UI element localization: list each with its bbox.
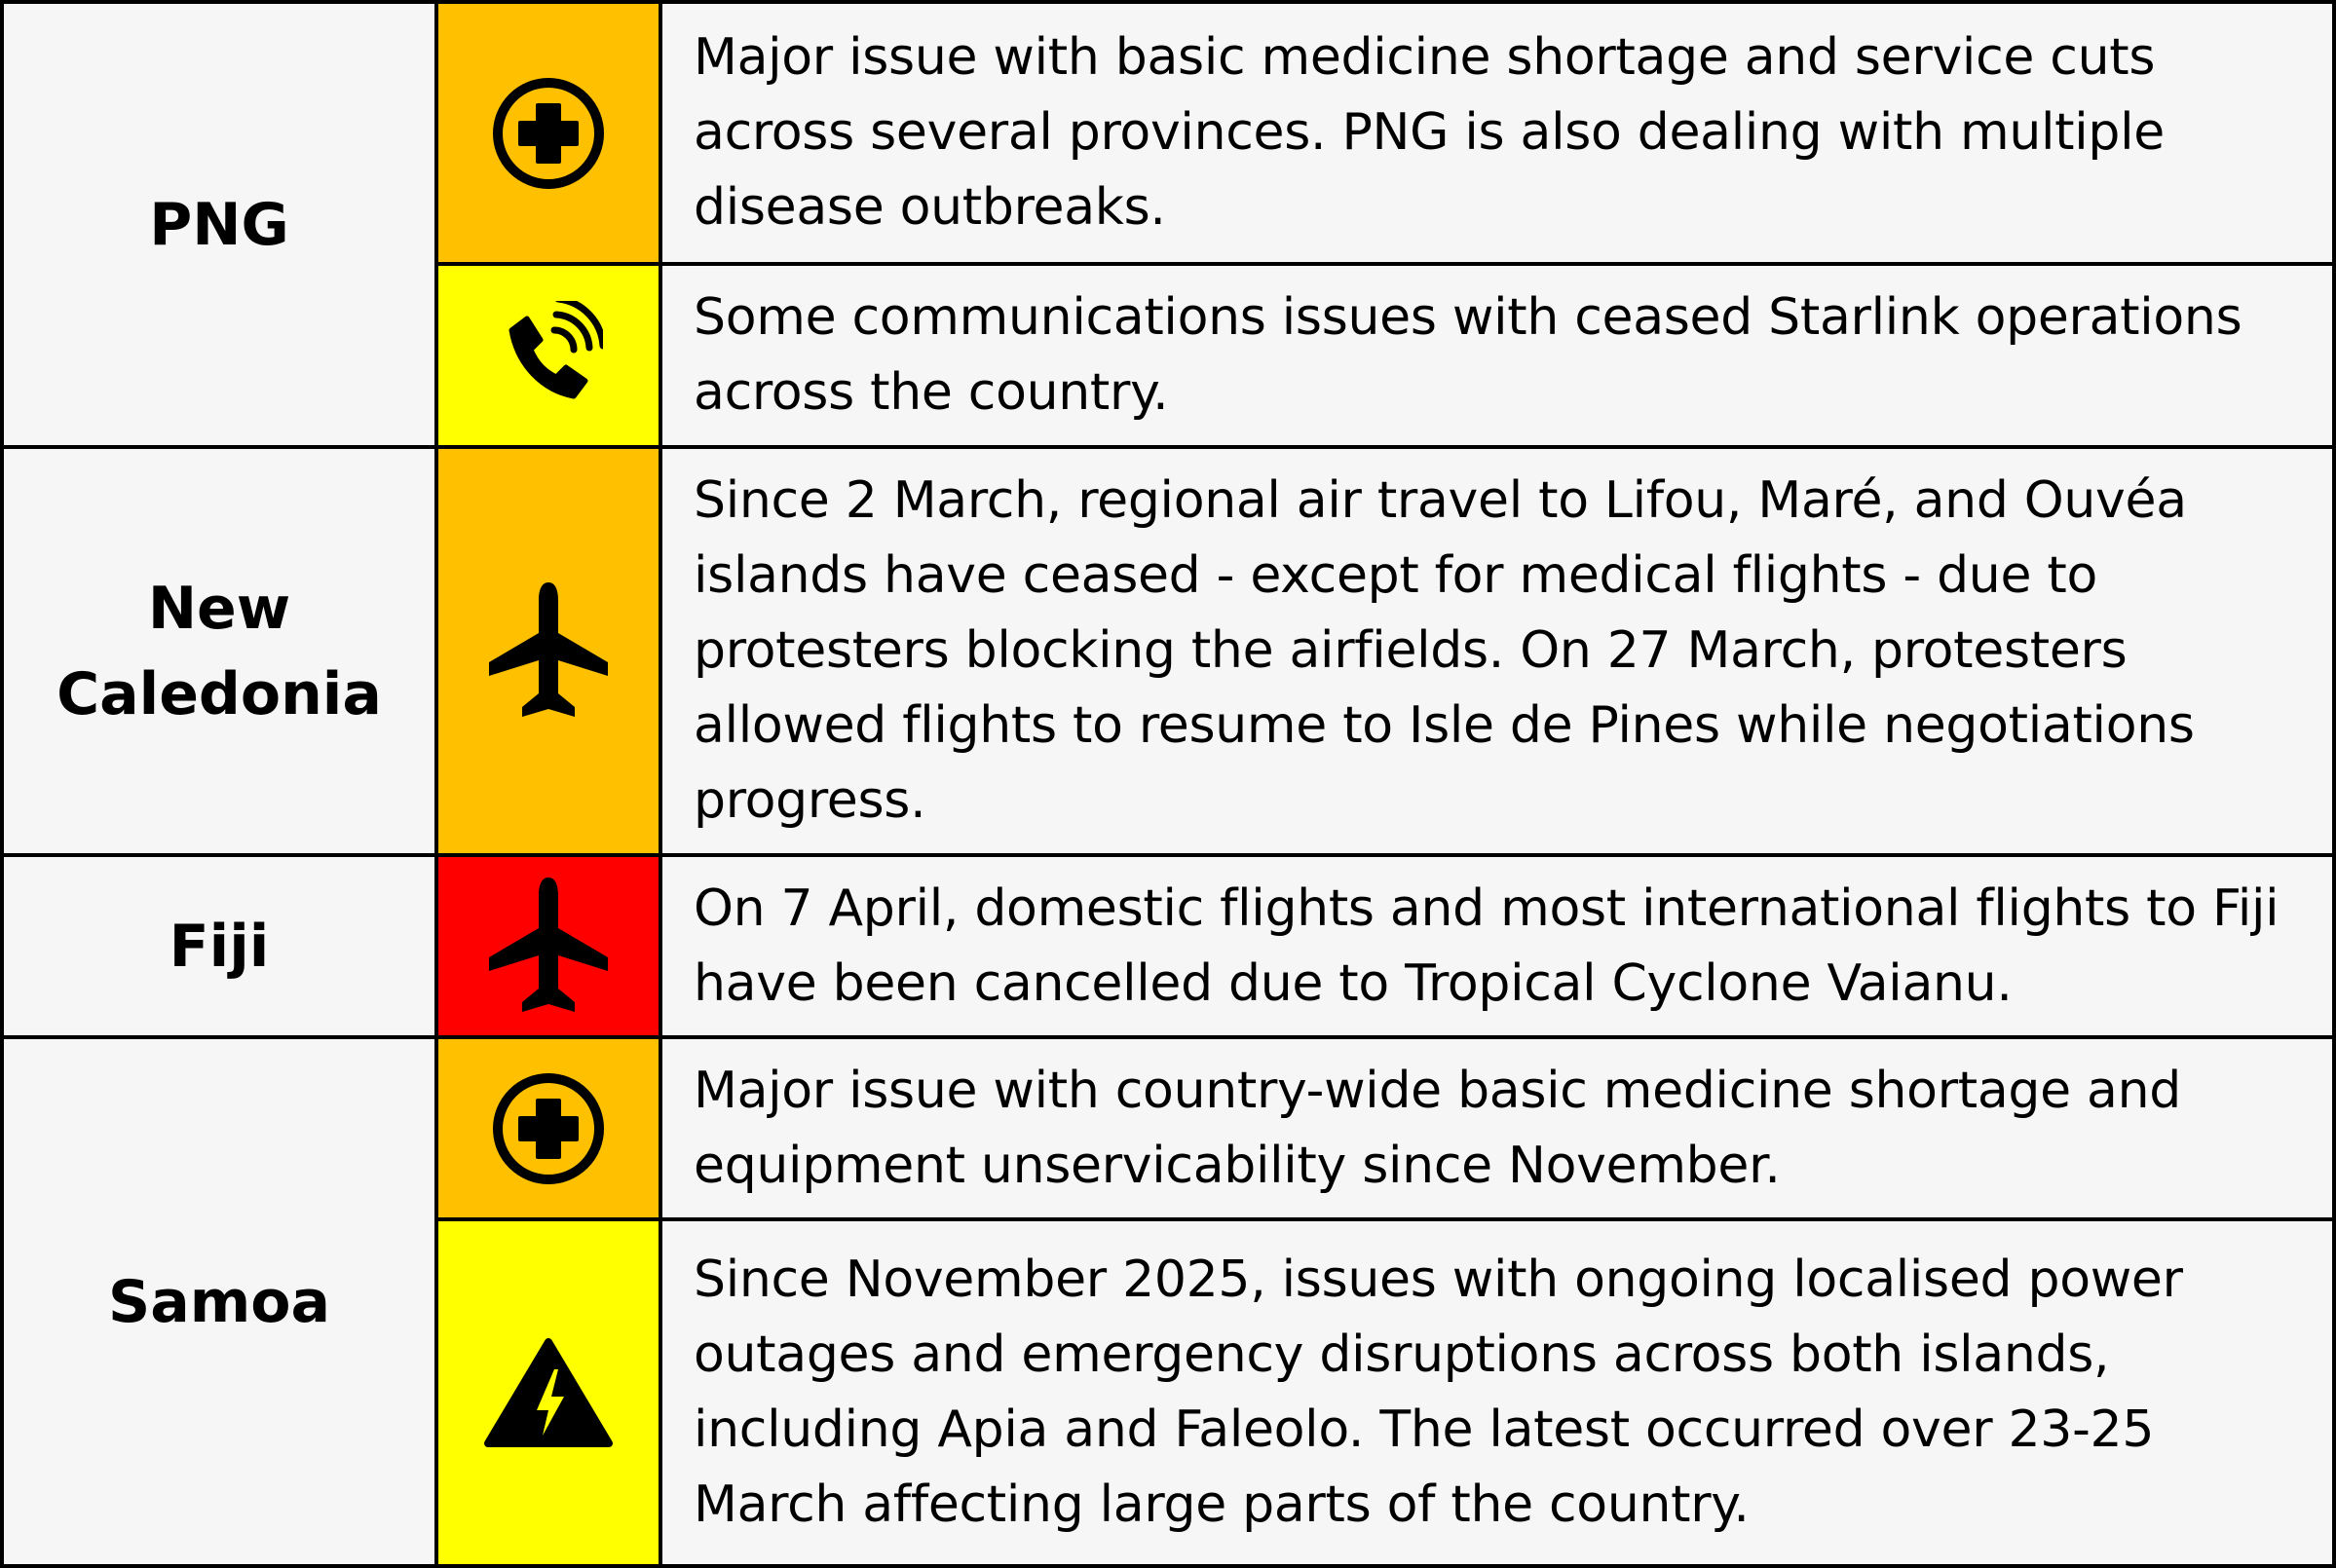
status-indicator	[438, 266, 662, 445]
country-cell-samoa	[4, 1039, 438, 1564]
country-name: Samoa	[108, 1267, 330, 1336]
status-indicator	[438, 1039, 662, 1217]
country-cell-fiji	[4, 857, 438, 1035]
power-warning-icon	[482, 1334, 615, 1451]
issue-description: On 7 April, domestic flights and most international flights to Fiji have been cancelled due to Tropical Cyclone Vaianu.	[662, 857, 2332, 1035]
issue-description: Major issue with country-wide basic medicine shortage and equipment unservicability since November.	[662, 1039, 2332, 1217]
country-name: Fiji	[169, 912, 270, 981]
medical-cross-icon	[490, 1070, 607, 1187]
status-indicator	[438, 4, 662, 262]
country-cell-png	[4, 4, 438, 445]
status-indicator	[438, 449, 662, 853]
airplane-icon	[485, 579, 612, 725]
issue-description: Some communications issues with ceased Starlink operations across the country.	[662, 266, 2332, 445]
medical-cross-icon	[490, 75, 607, 192]
status-indicator	[438, 857, 662, 1035]
phone-signal-icon	[494, 301, 603, 410]
country-name: PNG	[149, 190, 289, 259]
issue-description: Since 2 March, regional air travel to Lifou, Maré, and Ouvéa islands have ceased - except for medical flights - due to protesters blocking the airfields. On 27 March, protesters allowed flights to resume to Isle de Pines while negotiations progress.	[662, 449, 2332, 853]
issue-description: Since November 2025, issues with ongoing localised power outages and emergency disruptions across both islands, including Apia and Faleolo. The latest occurred over 23-25 March affecting large parts of the country.	[662, 1221, 2332, 1564]
country-cell-new-caledonia	[4, 449, 438, 853]
issue-description: Major issue with basic medicine shortage and service cuts across several provinces. PNG is also dealing with multiple disease outbreaks.	[662, 4, 2332, 262]
country-name: New Caledonia	[57, 574, 382, 728]
airplane-icon	[485, 874, 612, 1020]
status-indicator	[438, 1221, 662, 1564]
